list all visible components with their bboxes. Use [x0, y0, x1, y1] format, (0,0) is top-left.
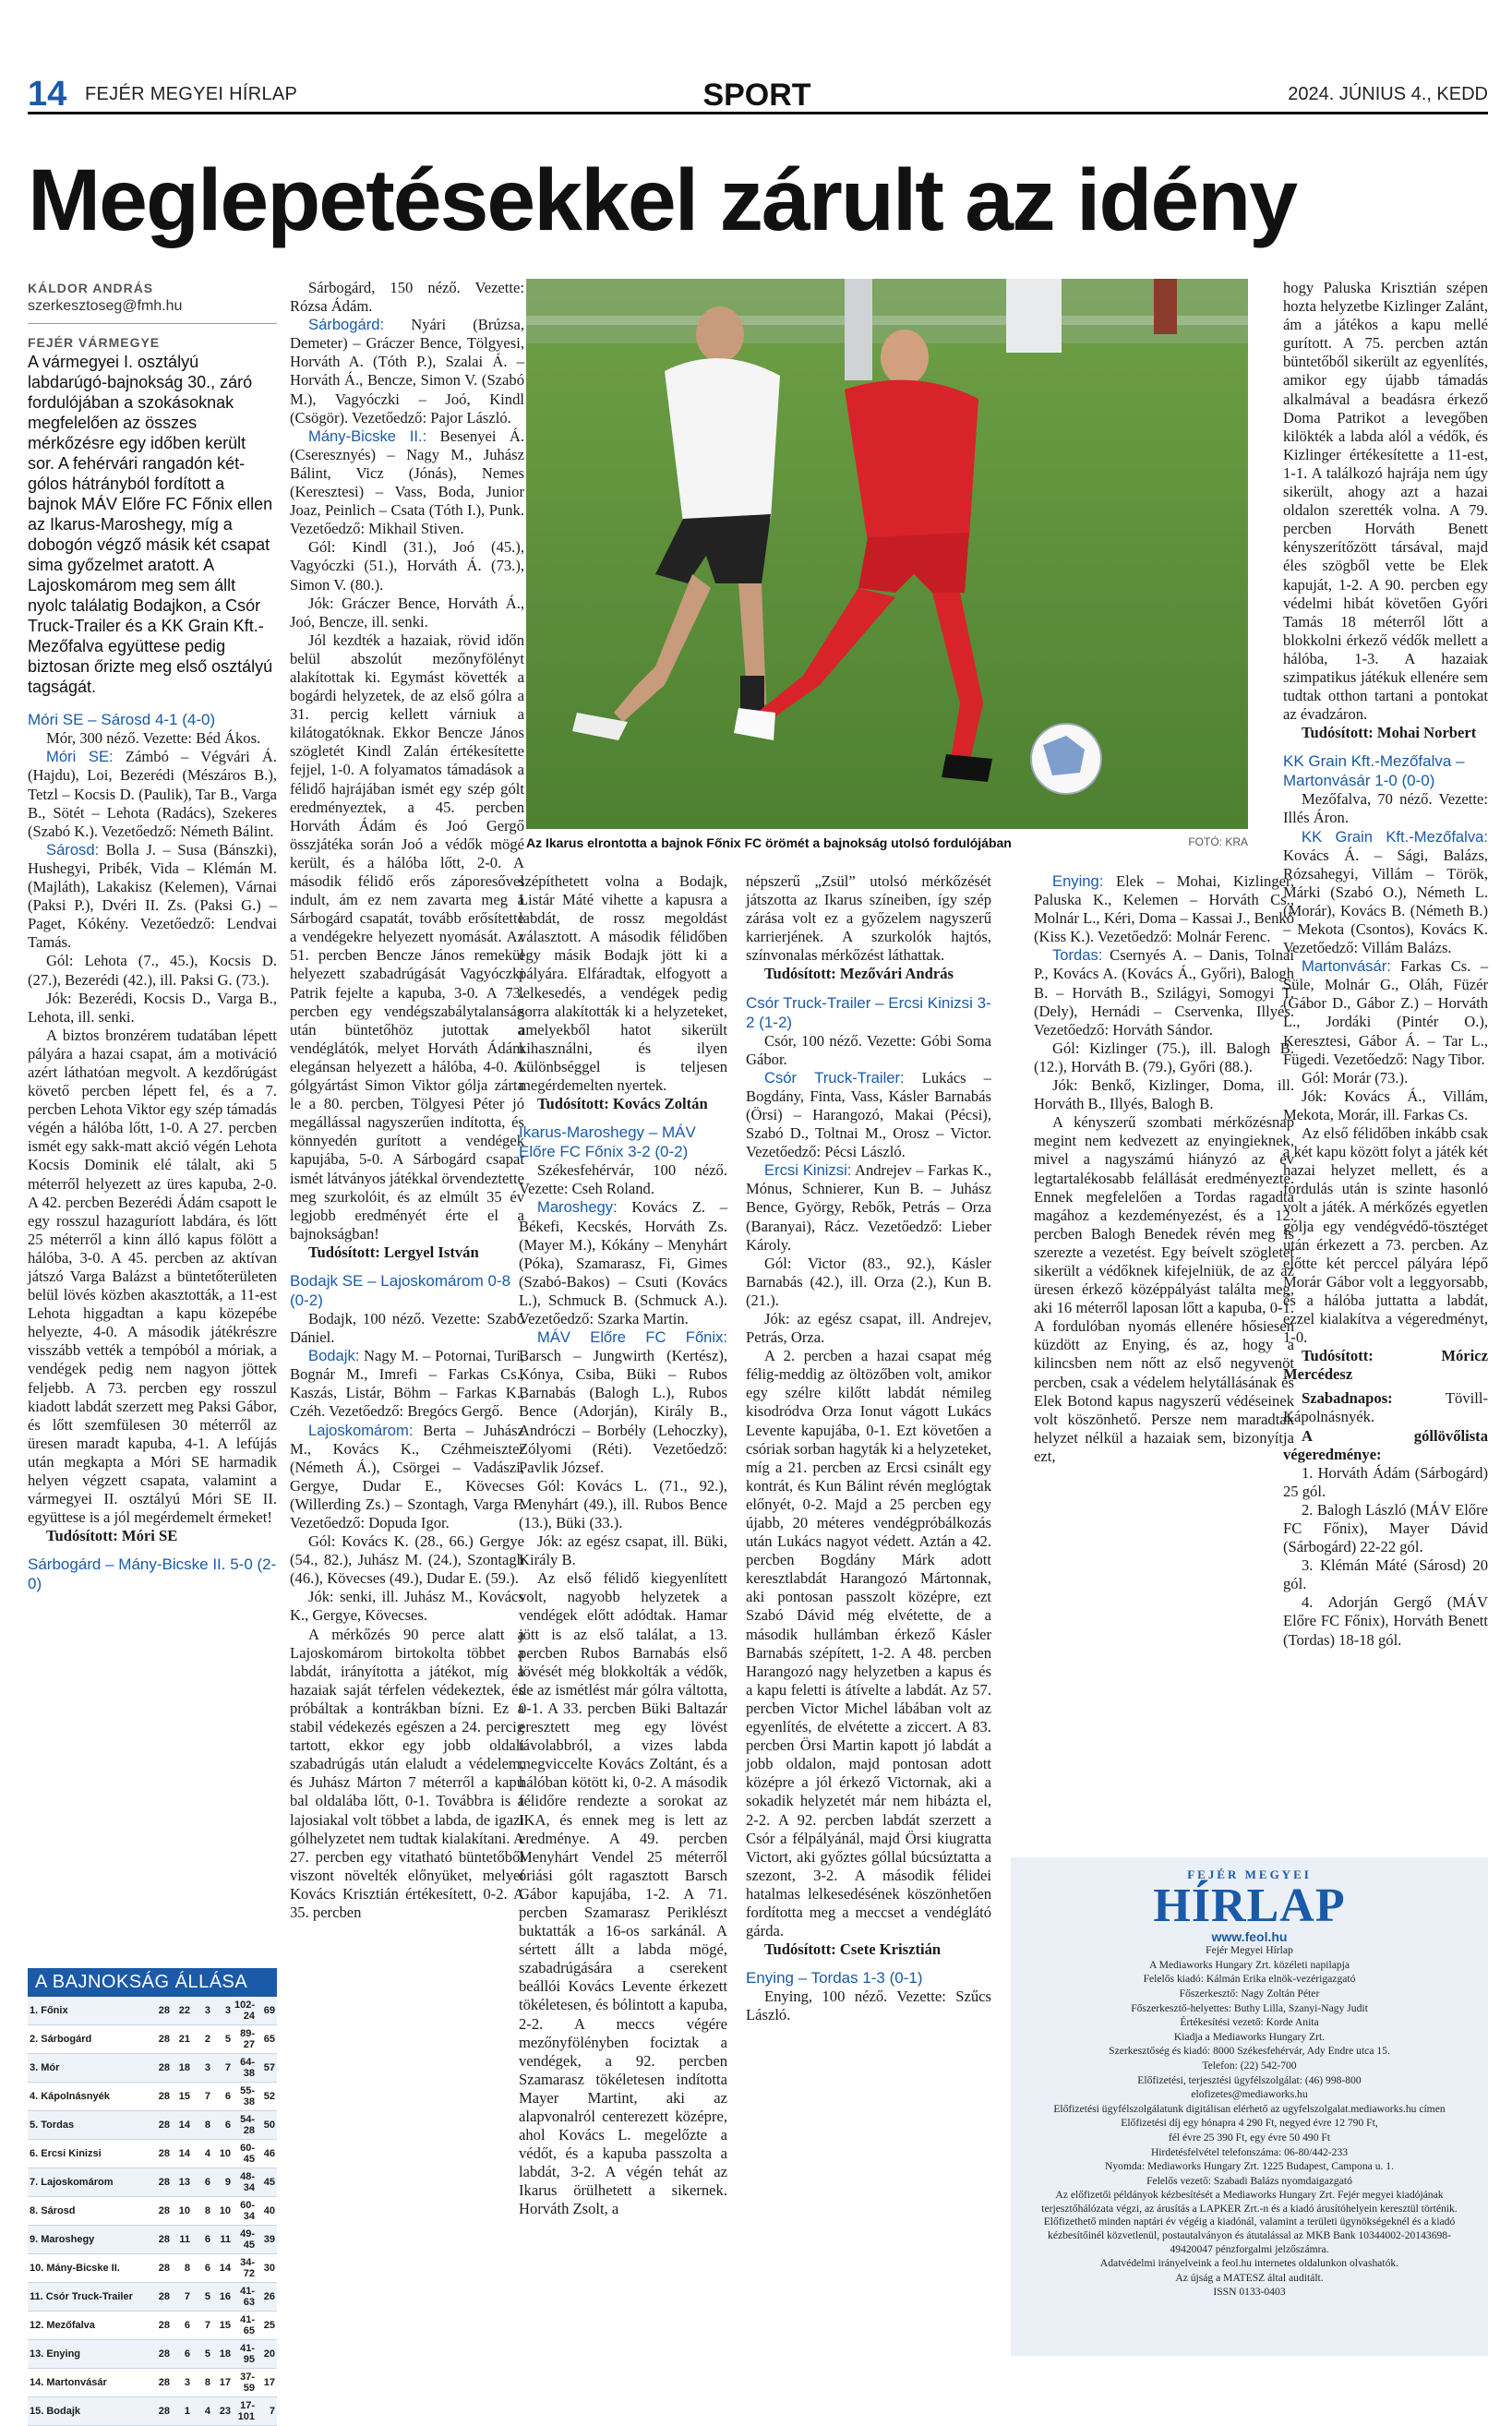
stat-cell: 3 — [192, 1997, 212, 2025]
lineup: Andrejev – Farkas K., Mónus, Schnierer, Kun B. – Juhász Bence, György, Rebők, Petrás – Orza (Baranyai), Rácz. Vezetőedző: Lieber Károly. — [746, 1161, 991, 1254]
stat-cell: 28 — [151, 2025, 172, 2054]
standings-row — [28, 2397, 277, 2426]
match-title: Csór Truck-Trailer – Ercsi Kinizsi 3-2 (1-2) — [746, 993, 991, 1031]
match-title: Móri SE – Sárosd 4-1 (4-0) — [28, 711, 216, 729]
stat-cell: 14 — [172, 2111, 192, 2140]
page-number: 14 — [28, 75, 67, 114]
team-name: 8. Sárosd — [28, 2197, 151, 2226]
team-label: Maroshegy: — [537, 1198, 618, 1217]
lineup: Bolla J. – Susa (Bánszki), Hushegyi, Pribék, Vida – Klémán M. (Majláth), Lakakisz (Kelemen), Várnai (Paksi P.), Dvéri II. Zs. (Paksi G.) – Paget, Kókény. Vezetőedző: Lendvai Tamás. — [28, 840, 277, 952]
impressum-line: Értékesítési vezető: Korde Anita — [1180, 2016, 1319, 2029]
stat-cell: 5 — [212, 2025, 233, 2054]
stat-cell: 26 — [257, 2283, 277, 2312]
stat-cell: 3 — [192, 2054, 212, 2083]
team-label: Enying: — [1052, 872, 1104, 890]
stat-cell: 5 — [192, 2340, 212, 2369]
best-players: Jók: Kovács Á., Villám, Mekota, Morár, ill. Farkas Cs. — [1283, 1087, 1488, 1123]
standings-row — [28, 2025, 277, 2054]
stat-cell: 57 — [257, 2054, 277, 2083]
stat-cell: 60-34 — [233, 2197, 257, 2226]
lineup: Berta – Juhász M., Kovács K., Czéhmeiszter (Németh Á.), Csörgei – Vadászi, Gergye, Dudar E., Kövecses (Willerding Zs.) – Szontagh, Varga F. Vezetőedző: Dopuda Igor. — [290, 1421, 524, 1531]
stat-cell: 16 — [212, 2283, 233, 2312]
team-name: 9. Maroshegy — [28, 2226, 151, 2254]
match-info: Mór, 300 néző. Vezette: Béd Ákos. — [46, 729, 261, 748]
stat-cell: 18 — [172, 2054, 192, 2083]
column-4 — [746, 872, 991, 2359]
standings-title: A BAJNOKSÁG ÁLLÁSA — [28, 1968, 277, 1997]
stat-cell: 3 — [172, 2369, 192, 2397]
standings-row — [28, 2283, 277, 2312]
team-name: 15. Bodajk — [28, 2397, 151, 2426]
best-players: Jók: Benkő, Kizlinger, Doma, ill. Horváth B., Illyés, Balogh B. — [1034, 1076, 1294, 1113]
team-label: KK Grain Kft.-Mezőfalva: — [1302, 827, 1488, 846]
column-1 — [28, 279, 277, 1968]
stat-cell: 49-45 — [233, 2226, 257, 2254]
team-name: 2. Sárbogárd — [28, 2025, 151, 2054]
team-label: Csór Truck-Trailer: — [764, 1068, 905, 1087]
stat-cell: 8 — [192, 2369, 212, 2397]
team-label: Sárosd: — [46, 840, 100, 859]
match-report: Az első félidőben inkább csak a két kapu között folyt a játék két hazai helyzet mellett, és a fordulás után is szinte hasonló volt a játék. A mérkőzés egyetlen gólja egy vendégvédő-tösztéget után érkezett a 73. percben. Az előtte két perccel pályára lépő Morár Gábor volt a leggyorsabb, és a hálóba juttatta a labdát, ezzel kialakítva a végeredményt, 1-0. — [1283, 1124, 1488, 1347]
impressum-line: Az újság a MATESZ által auditált. — [1175, 2271, 1324, 2284]
stat-cell: 7 — [257, 2397, 277, 2426]
stat-cell: 20 — [257, 2340, 277, 2369]
impressum-line: Felelős vezető: Szabadi Balázs nyomdaigazgató — [1146, 2174, 1352, 2187]
stat-cell: 21 — [172, 2025, 192, 2054]
match-report: A biztos bronzérem tudatában lépett pályára a hazai csapat, ám a motiváció azért láthatóan megvolt. A kezdőrúgást követő percben lépett fel, és a 7. percben Lehota Viktor egy szép támadás végén a hálóba lőtt, 1-0. A 27. percben ismét egy sakk-matt akció végén Lehota Kocsis Dominik elé tálalt, aki 5 méterről helyezett az üres kapuba, 2-0. A 42. percben Bezerédi Ádám csapott le egy rosszul hazaguríott labdára, és lőtt 25 méterről a kinn álló kapus fölött a hálóba, 3-0. A 45. percben az aktívan játszó Varga Balázst a büntetőterületen belül lövés közben akasztották, a 11-est Lehota higgadtan a kapu közepébe helyezte, 4-0. A második játékrészre visszább vették a tempóból a móriak, a vendégek pedig nem nagyon jöttek feljebb. A 73. percben egy rosszul kiadott labdát szerzett meg Paksi Gábor, és lőtt szemfülesen 30 méterről az üresen maradt kapuba, 4-1. A lefújás után megkapta a Móri SE harmadik helyen végzett csapata, valamint a vármegyei II. osztályú Móri SE II. együttese is a jól megérdemelt érmeket! — [28, 1026, 277, 1527]
match-photo-illustration — [526, 279, 1248, 829]
scorers-title: A góllövőlista végeredménye: — [1283, 1426, 1488, 1463]
team-name: 11. Csór Truck-Trailer — [28, 2283, 151, 2312]
lineup: Zámbó – Végvári Á. (Hajdu), Loi, Bezerédi (Mészáros B.), Tetzl – Kocsis D. (Paulik), Tar B., Varga B., Sötét – Lehota (Radács), Szekeres (Szabó K.). Vezetőedző: Németh Bálint. — [28, 748, 277, 840]
stat-cell: 2 — [192, 2025, 212, 2054]
impressum-line: fél évre 25 390 Ft, egy évre 50 490 Ft — [1168, 2131, 1331, 2144]
stat-cell: 60-45 — [233, 2140, 257, 2168]
lead-paragraph: A vármegyei I. osztályú labdarúgó-bajnokság 30., záró fordulójában a szokásoknak megfelelően az összes mérkőzésre egy időben került sor. A fehérvári rangadón két-gólos hátrányból fordított a bajnok MÁV Előre FC Főnix ellen az Ikarus-Maroshegy, míg a dobogón végző másik két csapat sima győzelmet aratott. A Lajoskomárom meg sem állt nyolc találatig Bodajkon, a Csór Truck-Trailer és a KK Grain Kft.-Mezőfalva együttese pedig biztosan őrizte meg első osztályú tagságát. — [28, 353, 273, 697]
impressum-lines — [1027, 1944, 1471, 2300]
team-name: 6. Ercsi Kinizsi — [28, 2140, 151, 2168]
team-name: 12. Mezőfalva — [28, 2312, 151, 2340]
impressum — [1011, 1857, 1488, 2356]
stat-cell: 28 — [151, 2254, 172, 2283]
stat-cell: 6 — [212, 2083, 233, 2111]
standings-table — [28, 1968, 277, 2422]
standings-row — [28, 2168, 277, 2197]
stat-cell: 15 — [172, 2083, 192, 2111]
stat-cell: 50 — [257, 2111, 277, 2140]
standings-row — [28, 2197, 277, 2226]
stat-cell: 41-95 — [233, 2340, 257, 2369]
standings-row — [28, 2111, 277, 2140]
standings-row — [28, 2340, 277, 2369]
impressum-line: ISSN 0133-0403 — [1213, 2286, 1286, 2299]
stat-cell: 41-63 — [233, 2283, 257, 2312]
best-players: Jók: senki, ill. Juhász M., Kovács K., Gergye, Kövecses. — [290, 1588, 524, 1625]
issue-date: 2024. JÚNIUS 4., KEDD — [1288, 84, 1488, 104]
stat-cell: 8 — [192, 2111, 212, 2140]
match-info: Mezőfalva, 70 néző. Vezette: Illés Áron. — [1283, 790, 1488, 827]
paper-logo: HÍRLAP — [1153, 1879, 1346, 1932]
team-name: 3. Mór — [28, 2054, 151, 2083]
impressum-line: Nyomda: Mediaworks Hungary Zrt. 1225 Budapest, Campona u. 1. — [1105, 2160, 1394, 2173]
author: KÁLDOR ANDRÁS — [28, 281, 154, 295]
match-report: A 2. percben a hazai csapat még félig-meddig az öltözőben volt, amikor egy szélre kilőtt labdát némileg kisodródva Orza Ionut vágott Lukács Levente kapujába, 0-1. Ezt követően a csóriak sorban hagyták ki a helyzeteket, míg a 21. percben az Ercsi csinált egy kontrát, és Kun Bálint révén meglógtak előnyét, 0-2. Majd a 25 percben egy újabb, 20 méteres vendégpróbálkozás után Lukács nagyot védett. Aztán a 42. percben Bogdány Márk adott keresztlabdát Harangozó Mártonnak, aki pontosan passzolt középre, ezt Szabó Dávid még elvétette, de a második hullámban érkező Kásler Barnabás szépített, 1-2. A 48. percben Harangozó nagy helyzetben a kapus és a kapu feletti is átívelte a labdát. Az 57. percben Victor Michel lábában volt az egyenlítés, de elvétette a ziccert. A 83. percben Örsi Martin kapott jó labdát a jobb oldalon, majd pontosan adott középre a jól érkező Victornak, aki a sokadik helyzetét már nem hibázta el, 2-2. A 92. percben labdát szerzett a Csór a félpályánál, majd Örsi kiugratta Victort, aki győztes góllal búcsúztatta a szezont, 3-2. A második félidei hatalmas lelkesedésének köszönhetően fordította meg a meccset a vendéglátó gárda. — [746, 1347, 991, 1940]
team-name: 7. Lajoskomárom — [28, 2168, 151, 2197]
stat-cell: 41-65 — [233, 2312, 257, 2340]
standings-row — [28, 2312, 277, 2340]
impressum-line: Telefon: (22) 542-700 — [1202, 2059, 1297, 2072]
column-3 — [519, 872, 727, 2359]
stat-cell: 11 — [212, 2226, 233, 2254]
standings-row — [28, 2369, 277, 2397]
stat-cell: 6 — [212, 2111, 233, 2140]
logo-top-text: FEJÉR MEGYEI — [1187, 1868, 1312, 1881]
stat-cell: 6 — [192, 2226, 212, 2254]
stat-cell: 48-34 — [233, 2168, 257, 2197]
free-label: Szabadnapos: — [1302, 1389, 1393, 1408]
match-report: népszerű „Zsül” utolsó mérkőzését játszotta az Ikarus színeiben, így szép zárása volt ez a győzelem nagyszerű karrierjének. A szurkolók hajtós, színvonalas mérkőzést láthattak. — [746, 872, 991, 965]
goals: Gól: Kovács K. (28., 66.) Gergye (54., 82.), Juhász M. (24.), Szontagh (46.), Kövecses (49.), Dudar E. (59.). — [290, 1532, 524, 1588]
lineup: Kovács Z. – Békefi, Kecskés, Horváth Zs. (Mayer M.), Kókány – Menyhárt (Póka), Szamarasz, Fi, Gimes (Szabó-Bakos) – Csuti (Kovács L.), Schmuck B. (Schmuck A.). Vezetőedző: Szarka Martin. — [519, 1198, 727, 1327]
lineup: Besenyei Á. (Cseresznyés) – Nagy M., Juhász Bálint, Vicz (Jónás), Nemes (Keresztesi) – Vass, Boda, Junior Joaz, Peinlich – Csata (Tóth I.), Punk. Vezetőedző: Mikhail Stiven. — [290, 426, 524, 538]
stat-cell: 40 — [257, 2197, 277, 2226]
standings-row — [28, 2226, 277, 2254]
stat-cell: 8 — [192, 2197, 212, 2226]
match-info: Bodajk, 100 néző. Vezette: Szabó Dániel. — [290, 1309, 524, 1347]
match-report: Az első félidő kiegyenlített volt, nagyobb helyzetek a vendégek előtt adódtak. Hamar jött is az első találat, a 13. percben Rubos Barnabás első lövését még blokkolták a védők, de az ismétlést már gólra váltotta, 0-1. A 33. percben Büki Baltazár eresztett meg egy lövést távolabbról, a vizes labda megviccelte Kovács Zoltánt, és a hálóban kötött ki, 0-2. A második félidőre rendezte a sorokat az IKA, és ennek meg is lett az eredménye. A 49. percben Menyhárt Vendel 25 méterről óriási gólt ragasztott Barsch Gábor kapujába, 1-2. A 71. percben Szamarasz Periklészt buktatták a 16-os sarkánál. A sértett állt a labda mögé, szabadrúgására a cserekent beállói Kovács Levente érkezett tökéletesen, és bólintott a kapuba, 2-2. A meccs végére mezőnyfölényben fociztak a vendégek, a 92. percben Szamarasz tökéletesen indította Mayer Martint, aki az alapvonalról centerezett középre, ahol Kovács L. megelőzte a védőt, és a kapuba passzolta a labdát, 3-2. A végén tehát az Ikarus örülhetett a sikernek. Horváth Zsolt, a — [519, 1569, 727, 2218]
impressum-line: Hirdetésfelvétel telefonszáma: 06-80/442-233 — [1150, 2145, 1349, 2158]
team-name: 14. Martonvásár — [28, 2369, 151, 2397]
column-6 — [1283, 279, 1488, 1950]
team-name: 10. Mány-Bicske II. — [28, 2254, 151, 2283]
impressum-line: Az előfizetői példányok kézbesítését a Mediaworks Hungary Zrt. Fejér megyei kiadójának terjesztőhálózata végzi, az árusítás a LAPKER Zrt.-n és a kiadó árusítóhelyein keresztül történik. Előfizethető minden naptári év végéig a kiadónál, valamint a területi ügynökségeknél és a kiadó kézbesítőinél közvetlenül, postautalványon és átutalással az MKB Bank 10344002-20143698-49420047 pénzforgalmi jelzőszámra. — [1041, 2189, 1458, 2255]
stat-cell: 10 — [172, 2197, 192, 2226]
match-report: Jól kezdték a hazaiak, rövid időn belül abszolút mezőnyfölényt alakítottak ki. Egymást követték a bogárdi helyzetek, de az első gólra a 31. percig kellett várniuk a kilátogatóknak. Ekkor Bencze János szögletét Kindl Zalán értékesítette fejjel, 1-0. A folyamatos támadások a félidő hajrájában ismét egy szép gólt eredményeztek, a 45. percben Horváth Ádám és Joó Gergő összjátéka során Joó a védők mögé került, és a hálóba lőtt, 2-0. A második félidő erős záporesővel indult, ám ez nem zavarta meg a Sárbogárd csapatát, tovább erősítette a vendégekre helyezett nyomását. Az 51. percben Bencze János remekül helyezett szabadrúgását Vagyóczki Patrik fejelte a kapuba, 3-0. A 73. percben egy vendégszabálytalanság után büntetőhöz jutottak a vendéglátók, melyet Horváth Ádám elegánsan helyezett a hálóba, 4-0. A gólgyártást Simon Viktor gólja zárta le a 80. percben, Tölgyesi Péter jó megállással nagyszerűen indította, és könnyedén gurított a vendégek kapujába, 5-0. A Sárbogárd csapat ismét látványos játékkal örvendeztette meg szurkolóit, és az elmúlt 35 év legjobb eredményét érte el a bajnokságban! — [290, 631, 524, 1243]
dateline: FEJÉR VÁRMEGYE — [28, 335, 161, 351]
stat-cell: 23 — [212, 2397, 233, 2426]
match-report: A kényszerű szombati mérkőzésnap megint nem kedvezett az enyingieknek, mivel a nagyszámú hiányzó az év legtartalékosabb felállását eredményezte. Ennek megfelelően a Tordas ragadta magához a kezdeményezést, és a 12. percben Balogh Benedek révén meg is szerezte a vezetést. Egy beívelt szögletet sikerült a védőknek kifejelniük, de az az üresen érkező középpályást találta meg, aki 16 méterről laposan lőtt a kapuba, 0-1. A fordulóban nyomás ellenére hősiesen küzdött az Enying, és az, hogy a kilincsben nem nőtt az első negyvenöt percben, csak a védelem helytállásának és Elek Botond kapus nagyszerű védéseinek volt köszönhető. Persze nem maradtak helyzet nélkül a hazaiak sem, bizonyítja ezt, — [1034, 1113, 1294, 1465]
impressum-line: Előfizetési díj egy hónapra 4 290 Ft, negyed évre 12 790 Ft, — [1121, 2117, 1378, 2130]
impressum-line: Felelős kiadó: Kálmán Erika elnök-vezérigazgató — [1143, 1973, 1356, 1986]
stat-cell: 4 — [192, 2397, 212, 2426]
team-name: 5. Tordas — [28, 2111, 151, 2140]
impressum-line: Előfizetési ügyfélszolgálatunk digitálisan elérhető az ugyfelszolgalat.mediaworks.hu címen — [1053, 2102, 1446, 2115]
lineup: Lukács – Bogdány, Finta, Vass, Kásler Barnabás (Örsi) – Harangozó, Makai (Pécsi), Szabó D., Toltnai M., Orosz – Victor. Vezetőedző: Pécsi László. — [746, 1068, 991, 1161]
stat-cell: 6 — [172, 2312, 192, 2340]
goals: Gól: Kizlinger (75.), ill. Balogh B. (12.), Horváth B. (79.), Győri (88.). — [1034, 1039, 1294, 1075]
team-label: MÁV Előre FC Főnix: — [537, 1328, 727, 1347]
match-info: Sárbogárd, 150 néző. Vezette: Rózsa Ádám. — [290, 279, 524, 316]
stat-cell: 28 — [151, 2197, 172, 2226]
match-report: szépíthetett volna a Bodajk, Listár Máté vihette a kapusra a labdát, de rossz megoldást választott. A második félidőben egy másik Bodajk jött ki a pályára. Elfáradtak, elfogyott a lelkesedés, a vendégek pedig sorra alakították ki a helyzeteket, amelyekből hatot sikerült kihasználni, és ilyen különbséggel is teljesen megérdemelten nyertek. — [519, 872, 727, 1095]
best-players: Jók: az egész csapat, ill. Andrejev, Petrás, Orza. — [746, 1309, 991, 1347]
match-report: A mérkőzés 90 perce alatt a Lajoskomárom birtokolta többet a labdát, irányította a játékot, míg a hazaiak saját térfelen védekeztek, és próbáltak a kontrákban bízni. Ez a stabil védekezés egészen a 24. percig tartott, ekkor egy jobb oldali szabadrúgás után elaludt a védelem, és Juhász Márton 7 méterről a kapu bal oldalába lőtt, 0-1. Továbbra is a lajosiakal volt többet a labda, de igazi gólhelyzetet nem tudtak kialakítani. A 27. percben egy vitatható büntetőből viszont növelték előnyüket, melyet Kovács Krisztián értékesített, 0-2. A 35. percben — [290, 1625, 524, 1921]
author-email[interactable]: szerkesztoseg@fmh.hu — [28, 297, 277, 324]
stat-cell: 7 — [192, 2312, 212, 2340]
reporter: Tudósított: Mezővári András — [764, 965, 954, 983]
stat-cell: 6 — [172, 2340, 192, 2369]
lineup: Elek – Mohai, Kizlinger, Paluska K., Kelemen – Horváth Cs., Molnár L., Kéri, Doma – Kassai J., Benkő (Kiss K.). Vezetőedző: Molnár Ferenc. — [1034, 872, 1294, 946]
stat-cell: 6 — [192, 2254, 212, 2283]
stat-cell: 17-101 — [233, 2397, 257, 2426]
standings-rows — [28, 1997, 277, 2426]
stat-cell: 7 — [192, 2083, 212, 2111]
scorer-entry: 4. Adorján Gergő (MÁV Előre FC Főnix), Horváth Benett (Tordas) 18-18 gól. — [1283, 1593, 1488, 1649]
stat-cell: 46 — [257, 2140, 277, 2168]
stat-cell: 45 — [257, 2168, 277, 2197]
stat-cell: 102-24 — [233, 1997, 257, 2025]
scorers-list — [1283, 1464, 1488, 1650]
goals: Gól: Kindl (31.), Joó (45.), Vagyóczki (51.), Horváth Á. (73.), Simon V. (80.). — [290, 538, 524, 594]
stat-cell: 7 — [172, 2283, 192, 2312]
stat-cell: 17 — [257, 2369, 277, 2397]
column-2 — [290, 279, 524, 2356]
reporter: Tudósított: Csete Krisztián — [764, 1940, 942, 1959]
photo-credit: FOTÓ: KRA — [1188, 835, 1248, 848]
stat-cell: 8 — [172, 2254, 192, 2283]
stat-cell: 5 — [192, 2283, 212, 2312]
stat-cell: 25 — [257, 2312, 277, 2340]
impressum-line: A Mediaworks Hungary Zrt. közéleti napilapja — [1149, 1958, 1350, 1971]
impressum-line: Kiadja a Mediaworks Hungary Zrt. — [1173, 2030, 1326, 2043]
stat-cell: 4 — [192, 2140, 212, 2168]
stat-cell: 28 — [151, 2226, 172, 2254]
stat-cell: 1 — [172, 2397, 192, 2426]
stat-cell: 28 — [151, 2312, 172, 2340]
impressum-line: Főszerkesztő-helyettes: Buthy Lilla, Szanyi-Nagy Judit — [1131, 2001, 1368, 2014]
lineup: Nagy M. – Potornai, Turi, Bognár M., Imrefi – Farkas Cs., Kaszás, Listár, Böhm – Farkas K., Czéh. Vezetőedző: Bregócs Gergő. — [290, 1347, 524, 1421]
standings-row — [28, 1997, 277, 2025]
stat-cell: 69 — [257, 1997, 277, 2025]
photo-caption — [526, 835, 1248, 850]
stat-cell: 28 — [151, 2397, 172, 2426]
stat-cell: 28 — [151, 2340, 172, 2369]
standings-row — [28, 2140, 277, 2168]
stat-cell: 28 — [151, 2111, 172, 2140]
stat-cell: 11 — [172, 2226, 192, 2254]
column-5 — [1034, 872, 1294, 1846]
stat-cell: 17 — [212, 2369, 233, 2397]
stat-cell: 9 — [212, 2168, 233, 2197]
match-info: Csór, 100 néző. Vezette: Góbi Soma Gábor. — [746, 1031, 991, 1068]
stat-cell: 89-27 — [233, 2025, 257, 2054]
best-players: Jók: Bezerédi, Kocsis D., Varga B., Lehota, ill. senki. — [28, 989, 277, 1026]
stat-cell: 30 — [257, 2254, 277, 2283]
stat-cell: 22 — [172, 1997, 192, 2025]
scorer-entry: 2. Balogh László (MÁV Előre FC Főnix), Mayer Dávid (Sárbogárd) 22-22 gól. — [1283, 1500, 1488, 1556]
impressum-line: elofizetes@mediaworks.hu — [1191, 2088, 1308, 2101]
stat-cell: 28 — [151, 2083, 172, 2111]
stat-cell: 39 — [257, 2226, 277, 2254]
team-label: Móri SE: — [46, 748, 114, 766]
stat-cell: 28 — [151, 2168, 172, 2197]
reporter: Tudósított: Móricz Mercédesz — [1283, 1347, 1488, 1384]
impressum-line: Adatvédelmi irányelveink a feol.hu internetes oldalunkon olvashatók. — [1099, 2257, 1399, 2270]
stat-cell: 28 — [151, 2283, 172, 2312]
stat-cell: 14 — [172, 2140, 192, 2168]
scorer-entry: 3. Klémán Máté (Sárosd) 20 gól. — [1283, 1556, 1488, 1593]
match-photo — [526, 279, 1248, 829]
best-players: Jók: az egész csapat, ill. Büki, Király B. — [519, 1532, 727, 1569]
team-label: Tordas: — [1052, 946, 1103, 965]
stat-cell: 28 — [151, 2054, 172, 2083]
reporter: Tudósított: Mohai Norbert — [1302, 724, 1477, 742]
stat-cell: 52 — [257, 2083, 277, 2111]
stat-cell: 34-72 — [233, 2254, 257, 2283]
lineup: Kovács Á. – Sági, Balázs, Rózsahegyi, Villám – Török, Márki (Szabó O.), Németh L. (Morár), Kovács B. (Németh B.) – Mekota (Csontos), Kovács K. Vezetőedző: Villám Balázs. — [1283, 846, 1488, 957]
standings-row — [28, 2083, 277, 2111]
website-link[interactable]: www.feol.hu — [1211, 1928, 1288, 1944]
stat-cell: 37-59 — [233, 2369, 257, 2397]
impressum-line: Előfizetési, terjesztési ügyfélszolgálat: (46) 998-800 — [1137, 2073, 1362, 2086]
lineup: Csernyés A. – Danis, Tolnai P., Kovács A. (Kovács Á., Győri), Balogh B. – Horváth B., Szilágyi, Somogyi T. (Dely), Hernádi – Cservenka, Illyés. Vezetőedző: Horváth Sándor. — [1034, 946, 1294, 1039]
team-label: Ercsi Kinizsi: — [764, 1161, 852, 1180]
match-title: Ikarus-Maroshegy – MÁV Előre FC Főnix 3-2 (0-2) — [519, 1123, 696, 1161]
stat-cell: 3 — [212, 1997, 233, 2025]
reporter: Tudósított: Lergyel István — [308, 1243, 479, 1261]
lineup: Farkas Cs. – Süle, Molnár G., Oláh, Füzér (Gábor D., Gábor Z.) – Horváth L., Jordáki (Pintér O.), Keresztesi, Gábor Á. – Tar L., Fügedi. Vezetőedző: Nagy Tibor. — [1283, 957, 1488, 1068]
scorer-entry: 1. Horváth Ádám (Sárbogárd) 25 gól. — [1283, 1463, 1488, 1500]
team-name: 4. Kápolnásnyék — [28, 2083, 151, 2111]
stat-cell: 14 — [212, 2254, 233, 2283]
impressum-line: Szerkesztőség és kiadó: 8000 Székesfehérvár, Ady Endre utca 15. — [1109, 2045, 1390, 2058]
lineup: Barsch – Jungwirth (Kertész), Kónya, Csiba, Büki – Rubos Barnabás (Balogh L.), Rubos Bence (Adorján), Király B., Andróczi – Borbély (Lehoczky), Zólyomi (Réti). Vezetőedző: Pavlik József. — [519, 1347, 727, 1476]
stat-cell: 28 — [151, 2140, 172, 2168]
team-name: 13. Enying — [28, 2340, 151, 2369]
stat-cell: 55-38 — [233, 2083, 257, 2111]
free-team: Tövill-Kápolnásnyék. — [1283, 1389, 1488, 1426]
stat-cell: 54-28 — [233, 2111, 257, 2140]
stat-cell: 10 — [212, 2140, 233, 2168]
team-label: Sárbogárd: — [308, 316, 385, 334]
goals: Gól: Kovács L. (71., 92.), Menyhárt (49.), ill. Rubos Bence (13.), Büki (33.). — [519, 1476, 727, 1531]
match-report: hogy Paluska Krisztián szépen hozta helyzetbe Kizlinger Zalánt, ám a játékos a kapu mellé gurított. A 75. percben aztán büntetőből sikerült az egyenlítés, amikor egy újabb támadás alkalmával a beadásra érkező Doma Patrikot a levegőben kilökték a labda alól a védők, és Kizlinger értékesítette a 11-est, 1-1. A találkozó hajrája nem úgy sikerült, ahogy azt a hazai oldalon szerették volna. A 79. percben Horváth Benett kényszerítőzött társával, majd éles szögből vette be Elek kapuját, 1-2. A 90. percben egy védelmi hibát követően Győri Tamás 18 méterről lőtt a blokkolni érkező védők mellett a hálóba, 1-3. A hazaiak szimpatikus játékuk ellenére sem tudtak otthon tartani a pontokat az évadzáron. — [1283, 279, 1488, 724]
team-label: Martonvásár: — [1302, 957, 1391, 976]
goals: Gól: Morár (73.). — [1302, 1068, 1409, 1087]
stat-cell: 65 — [257, 2025, 277, 2054]
stat-cell: 15 — [212, 2312, 233, 2340]
reporter: Tudósított: Kovács Zoltán — [537, 1095, 708, 1113]
best-players: Jók: Gráczer Bence, Horváth Á., Joó, Bencze, ill. senki. — [290, 594, 524, 631]
lineup: Nyári (Brúzsa, Demeter) – Gráczer Bence, Tölgyesi, Horváth A. (Tóth P.), Szalai Á. – Horváth Á., Bencze, Simon V. (Szabó M.), Vagyóczki – Joó, Kindl (Csögör). Vezetőedző: Pajor László. — [290, 316, 524, 426]
standings-row — [28, 2054, 277, 2083]
impressum-line: Fejér Megyei Hírlap — [1206, 1944, 1293, 1957]
team-label: Lajoskomárom: — [308, 1421, 414, 1439]
team-label: Bodajk: — [308, 1347, 360, 1365]
stat-cell: 18 — [212, 2340, 233, 2369]
goals: Gól: Victor (83., 92.), Kásler Barnabás (42.), ill. Orza (2.), Kun B. (21.). — [746, 1254, 991, 1309]
page-header — [28, 76, 1488, 114]
match-info: Enying, 100 néző. Vezette: Szűcs László. — [746, 1988, 991, 2024]
match-title: KK Grain Kft.-Mezőfalva – Martonvásár 1-0 (0-0) — [1283, 752, 1465, 790]
match-info: Székesfehérvár, 100 néző. Vezette: Cseh Roland. — [519, 1161, 727, 1198]
stat-cell: 64-38 — [233, 2054, 257, 2083]
match-title: Enying – Tordas 1-3 (0-1) — [746, 1969, 923, 1988]
paper-name: FEJÉR MEGYEI HÍRLAP — [85, 84, 298, 104]
goals: Gól: Lehota (7., 45.), Kocsis D. (27.), Bezerédi (42.), ill. Paksi G. (73.). — [28, 952, 277, 989]
stat-cell: 28 — [151, 1997, 172, 2025]
headline: Meglepetésekkel zárult az idény — [28, 151, 1297, 249]
caption-text: Az Ikarus elrontotta a bajnok Főnix FC örömét a bajnokság utolsó fordulójában — [526, 835, 1012, 850]
match-title: Sárbogárd – Mány-Bicske II. 5-0 (2-0) — [28, 1555, 277, 1593]
stat-cell: 13 — [172, 2168, 192, 2197]
reporter: Tudósított: Móri SE — [46, 1527, 178, 1545]
team-name: 1. Főnix — [28, 1997, 151, 2025]
team-label: Mány-Bicske II.: — [308, 426, 427, 445]
section-title: SPORT — [702, 78, 811, 113]
stat-cell: 10 — [212, 2197, 233, 2226]
match-title: Bodajk SE – Lajoskomárom 0-8 (0-2) — [290, 1271, 511, 1309]
stat-cell: 7 — [212, 2054, 233, 2083]
stat-cell: 6 — [192, 2168, 212, 2197]
impressum-line: Főszerkesztő: Nagy Zoltán Péter — [1179, 1987, 1320, 2000]
stat-cell: 28 — [151, 2369, 172, 2397]
standings-row — [28, 2254, 277, 2283]
